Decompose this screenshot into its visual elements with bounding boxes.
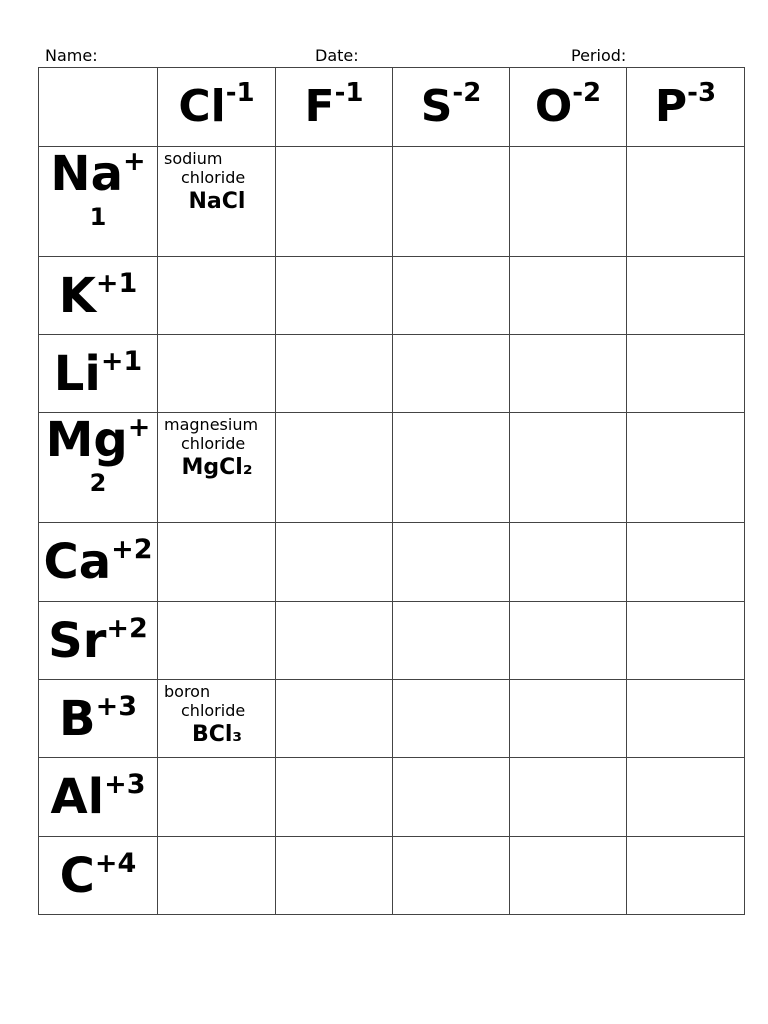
compound-cell-li-p[interactable] <box>627 335 745 413</box>
compound-cell-sr-s[interactable] <box>393 602 510 680</box>
anion-charge: -1 <box>334 78 364 108</box>
compound-cell-al-s[interactable] <box>393 758 510 837</box>
cation-symbol: Ca <box>43 534 112 590</box>
example-magnesium-chloride <box>164 415 270 482</box>
cation-row-sr <box>39 602 745 680</box>
compound-cell-ca-p[interactable] <box>627 523 745 602</box>
cation-header-al <box>39 758 158 837</box>
compound-cell-li-o[interactable] <box>510 335 627 413</box>
compound-cell-k-p[interactable] <box>627 257 745 335</box>
ionic-compound-grid <box>38 67 745 915</box>
anion-header-p <box>627 68 745 147</box>
compound-cell-mg-o[interactable] <box>510 413 627 523</box>
cation-symbol: Al <box>50 769 105 825</box>
cation-row-al <box>39 758 745 837</box>
compound-cell-c-cl[interactable] <box>158 837 276 915</box>
compound-cell-c-o[interactable] <box>510 837 627 915</box>
compound-cell-k-o[interactable] <box>510 257 627 335</box>
compound-cell-b-p[interactable] <box>627 680 745 758</box>
cation-charge: +2 <box>111 534 153 565</box>
compound-cell-c-p[interactable] <box>627 837 745 915</box>
anion-symbol: F <box>304 81 335 132</box>
compound-cell-al-o[interactable] <box>510 758 627 837</box>
compound-formula: MgCl₂ <box>181 455 253 480</box>
compound-cell-mg-p[interactable] <box>627 413 745 523</box>
compound-cell-ca-s[interactable] <box>393 523 510 602</box>
period-label: Period: <box>571 46 627 65</box>
compound-cell-k-f[interactable] <box>276 257 393 335</box>
cation-header-na <box>39 147 158 257</box>
cation-symbol: Sr <box>48 612 107 669</box>
compound-cell-sr-f[interactable] <box>276 602 393 680</box>
cation-row-li <box>39 335 745 413</box>
cation-row-c <box>39 837 745 915</box>
compound-name-line1: sodium <box>164 149 223 168</box>
compound-cell-b-o[interactable] <box>510 680 627 758</box>
compound-cell-b-s[interactable] <box>393 680 510 758</box>
cation-row-mg <box>39 413 745 523</box>
anion-header-s <box>393 68 510 147</box>
anion-header-row <box>39 68 745 147</box>
cation-charge-wrap: 1 <box>89 203 107 231</box>
corner-cell <box>39 68 158 147</box>
compound-cell-ca-cl[interactable] <box>158 523 276 602</box>
cation-charge-wrap: 2 <box>89 469 107 497</box>
cation-row-k <box>39 257 745 335</box>
cation-charge: +4 <box>94 847 137 879</box>
cation-row-ca <box>39 523 745 602</box>
name-label: Name: <box>45 46 98 65</box>
cation-header-b <box>39 680 158 758</box>
compound-formula: BCl₃ <box>191 722 243 747</box>
cation-charge: +3 <box>95 690 137 722</box>
cation-label <box>39 146 157 231</box>
compound-cell-k-s[interactable] <box>393 257 510 335</box>
compound-cell-al-p[interactable] <box>627 758 745 837</box>
compound-cell-mg-s[interactable] <box>393 413 510 523</box>
cation-symbol: B <box>58 690 96 747</box>
anion-charge: -2 <box>452 78 482 108</box>
compound-cell-ca-o[interactable] <box>510 523 627 602</box>
cation-row-b <box>39 680 745 758</box>
cation-symbol: Li <box>53 345 101 402</box>
compound-name-line2: chloride <box>181 168 246 187</box>
compound-cell-li-f[interactable] <box>276 335 393 413</box>
cation-symbol: K <box>58 267 96 324</box>
cation-charge: +1 <box>100 345 143 377</box>
date-label: Date: <box>315 46 359 65</box>
cation-charge: + <box>127 412 151 443</box>
anion-header-o <box>510 68 627 147</box>
anion-header-f <box>276 68 393 147</box>
cation-symbol: Mg <box>45 412 128 468</box>
compound-name-line1: magnesium <box>164 415 259 434</box>
anion-symbol: O <box>534 81 573 132</box>
cation-header-k <box>39 257 158 335</box>
anion-symbol: Cl <box>178 81 226 132</box>
anion-charge: -1 <box>225 78 255 108</box>
cation-charge: +3 <box>104 769 146 800</box>
compound-cell-k-cl[interactable] <box>158 257 276 335</box>
anion-symbol: S <box>420 81 453 132</box>
anion-charge: -2 <box>572 78 602 108</box>
cation-charge: + <box>122 146 146 177</box>
cation-symbol: C <box>59 847 95 904</box>
compound-cell-c-s[interactable] <box>393 837 510 915</box>
cation-header-li <box>39 335 158 413</box>
compound-cell-al-cl[interactable] <box>158 758 276 837</box>
compound-cell-na-o[interactable] <box>510 147 627 257</box>
compound-cell-na-p[interactable] <box>627 147 745 257</box>
compound-name-line1: boron <box>164 682 211 701</box>
anion-header-cl <box>158 68 276 147</box>
compound-cell-b-f[interactable] <box>276 680 393 758</box>
compound-cell-al-f[interactable] <box>276 758 393 837</box>
cation-header-c <box>39 837 158 915</box>
compound-formula: NaCl <box>188 189 246 214</box>
compound-cell-mg-f[interactable] <box>276 413 393 523</box>
example-sodium-chloride <box>164 149 270 216</box>
cation-header-mg <box>39 413 158 523</box>
compound-cell-ca-f[interactable] <box>276 523 393 602</box>
example-boron-chloride <box>164 682 270 749</box>
compound-cell-na-s[interactable] <box>393 147 510 257</box>
compound-name-line2: chloride <box>181 701 246 720</box>
compound-cell-na-f[interactable] <box>276 147 393 257</box>
cation-row-na <box>39 147 745 257</box>
compound-cell-li-s[interactable] <box>393 335 510 413</box>
compound-cell-na-cl[interactable] <box>158 147 276 257</box>
cation-label <box>39 412 157 497</box>
compound-cell-sr-p[interactable] <box>627 602 745 680</box>
cation-header-sr <box>39 602 158 680</box>
cation-charge: +2 <box>106 612 148 644</box>
compound-cell-b-cl[interactable] <box>158 680 276 758</box>
compound-name-line2: chloride <box>181 434 246 453</box>
compound-cell-c-f[interactable] <box>276 837 393 915</box>
anion-symbol: P <box>654 81 688 132</box>
compound-cell-sr-o[interactable] <box>510 602 627 680</box>
cation-charge: +1 <box>95 267 138 299</box>
compound-cell-li-cl[interactable] <box>158 335 276 413</box>
cation-symbol: Na <box>50 146 123 202</box>
anion-charge: -3 <box>687 78 717 108</box>
compound-cell-sr-cl[interactable] <box>158 602 276 680</box>
compound-cell-mg-cl[interactable] <box>158 413 276 523</box>
cation-header-ca <box>39 523 158 602</box>
